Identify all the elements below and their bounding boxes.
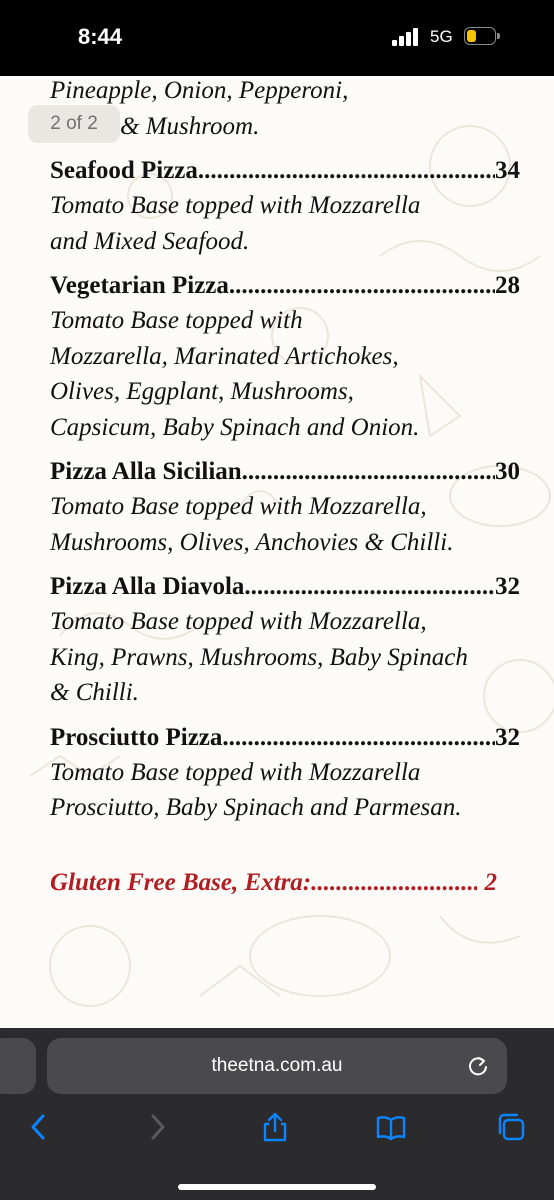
battery-icon [464,27,500,45]
url-text[interactable]: theetna.com.au [211,1055,343,1076]
item-price: 32 [495,573,520,600]
leader-dots [311,866,476,900]
leader-dots [229,269,495,303]
item-price: 30 [495,458,520,485]
item-price: 34 [495,157,520,184]
item-description: Tomato Base topped with [50,307,303,334]
signal-icon [392,28,418,46]
item-name: Prosciutto Pizza [50,723,223,751]
item-description: Tomato Base topped with Mozzarella, [50,608,427,635]
item-description: and Mixed Seafood. [50,227,250,255]
item-description: & Chilli. [50,679,139,706]
item-description: Prosciutto, Baby Spinach and Parmesan. [50,794,462,821]
previous-tab-preview[interactable] [0,1038,36,1094]
carryover-line: Pineapple, Onion, Pepperoni, [50,77,349,104]
item-name: Vegetarian Pizza [50,272,229,299]
status-time: 8:44 [78,24,123,49]
item-name: Pizza Alla Sicilian [50,458,242,485]
forward-icon[interactable] [142,1112,172,1142]
share-icon[interactable] [260,1112,290,1142]
back-icon[interactable] [24,1112,54,1142]
carryover-line: & Mushroom. [120,112,260,140]
item-description: Tomato Base topped with Mozzarella, [50,493,427,520]
extra-price: 2 [484,868,497,896]
menu-item-seafood-pizza [50,154,520,259]
leader-dots [222,721,495,755]
leader-dots [244,570,495,604]
gluten-free-extra [50,866,497,900]
item-description: Mozzarella, Marinated Artichokes, [50,342,399,370]
network-type: 5G [430,27,453,46]
item-description: Tomato Base topped with Mozzarella [50,192,421,219]
address-bar[interactable] [47,1038,507,1094]
page-indicator: 2 of 2 [28,105,120,143]
home-indicator[interactable] [178,1184,376,1190]
item-name: Pizza Alla Diavola [50,573,245,600]
item-description: Mushrooms, Olives, Anchovies & Chilli. [50,528,454,556]
browser-toolbar [0,1028,554,1200]
leader-dots [242,455,495,489]
item-description: Olives, Eggplant, Mushrooms, [50,378,354,405]
reload-icon[interactable] [467,1055,489,1077]
menu-item-pizza-alla-diavola [50,570,520,711]
status-bar [0,0,554,76]
bookmarks-icon[interactable] [376,1112,406,1142]
menu-item-prosciutto-pizza [50,721,520,826]
item-description: Tomato Base topped with Mozzarella [50,758,421,786]
menu-item-vegetarian-pizza [50,269,520,445]
leader-dots [198,154,495,188]
tabs-icon[interactable] [496,1112,526,1142]
menu-list [50,76,520,900]
web-page[interactable] [0,76,554,1028]
extra-label: Gluten Free Base, Extra: [50,868,312,896]
item-price: 32 [495,723,520,751]
item-description: Capsicum, Baby Spinach and Onion. [50,413,420,441]
item-description: King, Prawns, Mushrooms, Baby Spinach [50,643,468,671]
menu-item-pizza-alla-sicilian [50,455,520,560]
item-price: 28 [495,272,520,299]
item-name: Seafood Pizza [50,157,198,184]
